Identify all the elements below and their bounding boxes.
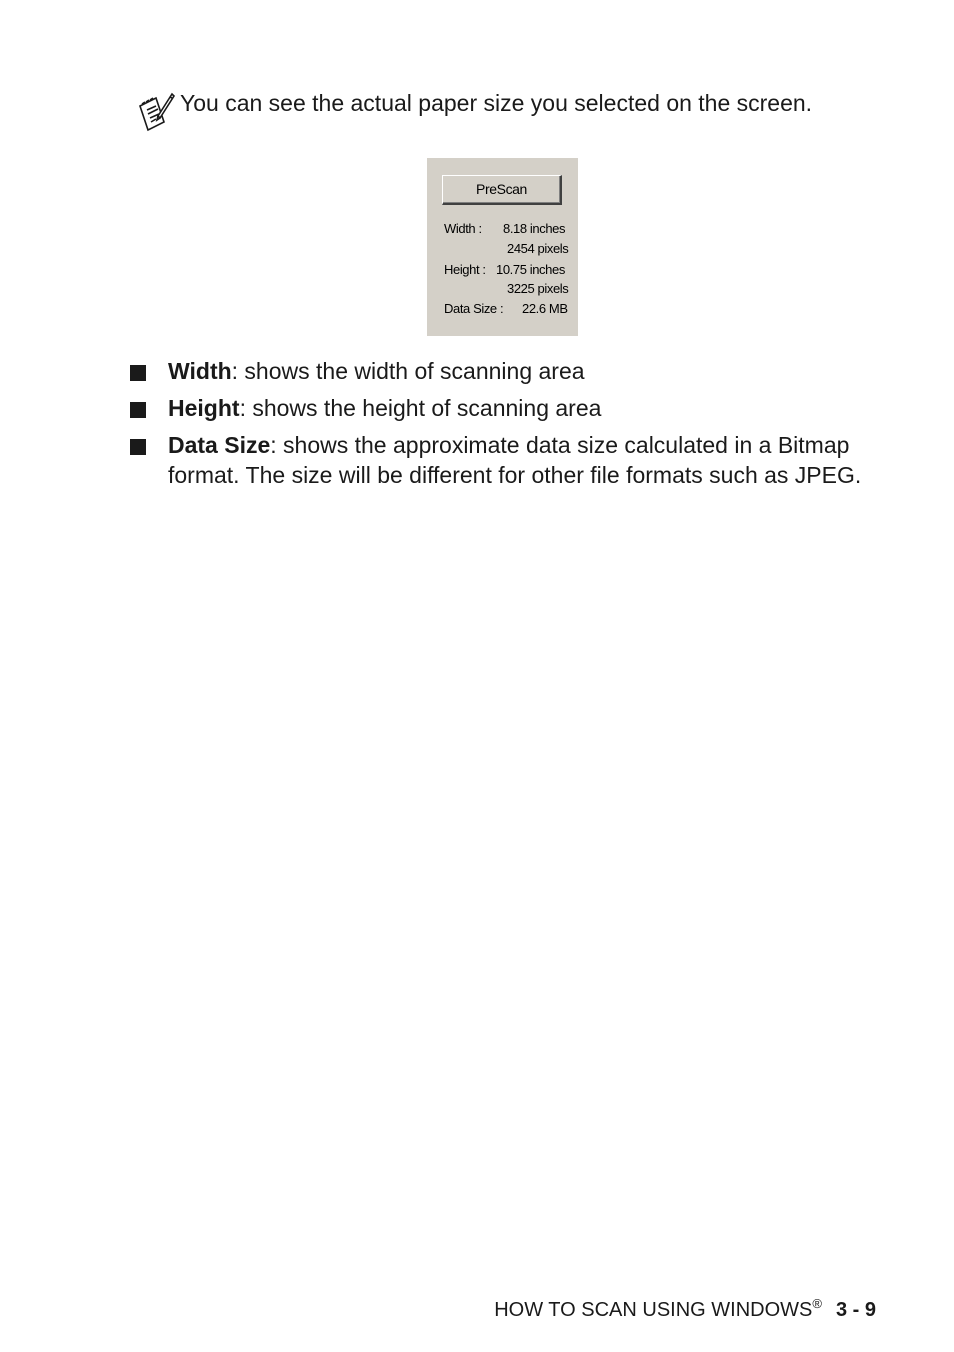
width-label: Width : <box>444 221 482 236</box>
width-inches: 8.18 inches <box>503 221 566 236</box>
prescan-button[interactable]: PreScan <box>442 175 562 205</box>
height-inches: 10.75 inches <box>496 262 565 277</box>
page-number: 3 - 9 <box>835 1299 876 1321</box>
memo-pencil-icon <box>136 86 176 132</box>
list-item <box>128 356 888 386</box>
bullet-list <box>128 356 888 497</box>
width-pixels: 2454 pixels <box>507 241 569 256</box>
height-pixels: 3225 pixels <box>507 281 569 296</box>
bullet-desc: : shows the width of scanning area <box>231 358 585 384</box>
list-item <box>128 393 888 423</box>
bullet-desc: : shows the height of scanning area <box>239 395 602 421</box>
bullet-square-icon <box>130 402 146 418</box>
datasize-label: Data Size : <box>444 301 504 316</box>
bullet-square-icon <box>130 439 146 455</box>
list-item <box>128 430 888 490</box>
height-label: Height : <box>444 262 486 277</box>
footer-section: HOW TO SCAN USING WINDOWS <box>494 1299 813 1321</box>
note <box>136 86 812 132</box>
bullet-desc: : shows the approximate data size calculated in a Bitmap format. The size will be different for other file formats such as JPEG. <box>168 432 862 488</box>
bullet-square-icon <box>130 365 146 381</box>
bullet-term: Data Size <box>168 432 271 458</box>
bullet-term: Height <box>168 395 240 421</box>
datasize-value: 22.6 MB <box>522 301 568 316</box>
note-text: You can see the actual paper size you selected on the screen. <box>180 90 813 116</box>
scan-info-panel <box>427 158 578 336</box>
bullet-term: Width <box>168 358 232 384</box>
registered-mark: ® <box>812 1296 822 1311</box>
page-footer <box>494 1296 876 1322</box>
